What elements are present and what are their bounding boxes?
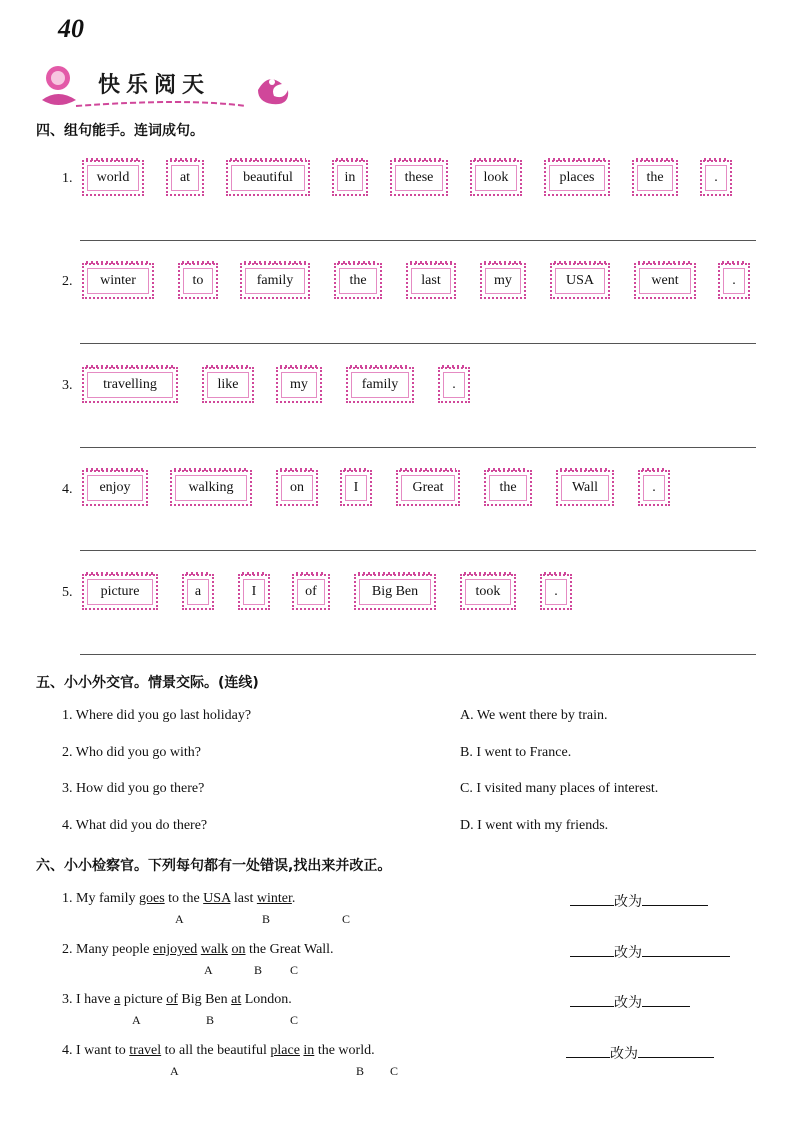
word-card[interactable]: world (82, 160, 144, 196)
word-card[interactable]: at (166, 160, 204, 196)
dialog-question[interactable]: 1. Where did you go last holiday? (62, 708, 252, 723)
sentence-number: 1. (62, 891, 73, 906)
section6-title: 六、小小检察官。下列每句都有一处错误,找出来并改正。 (36, 858, 392, 874)
dialog-answer[interactable]: D. I went with my friends. (460, 818, 609, 833)
word-card[interactable]: Wall (556, 470, 614, 506)
word-card[interactable]: last (406, 263, 456, 299)
error-blank[interactable] (566, 1043, 610, 1058)
word-card[interactable]: my (480, 263, 526, 299)
sentence-text: I have (76, 992, 115, 1007)
change-label: 改为 (614, 946, 642, 961)
letter-a: A (132, 1013, 141, 1027)
section4-title: 四、组句能手。连词成句。 (36, 123, 204, 139)
word-card[interactable]: look (470, 160, 522, 196)
word-card[interactable]: winter (82, 263, 154, 299)
dialog-question[interactable]: 4. What did you do there? (62, 818, 208, 833)
word-card[interactable]: in (332, 160, 368, 196)
word-card[interactable]: I (238, 574, 270, 610)
option-a[interactable]: travel (129, 1043, 162, 1058)
dialog-answer[interactable]: C. I visited many places of interest. (460, 781, 659, 796)
option-b[interactable]: walk (200, 942, 229, 957)
word-card[interactable]: enjoy (82, 470, 148, 506)
correction-blank[interactable] (642, 891, 708, 906)
dialog-question[interactable]: 3. How did you go there? (62, 781, 205, 796)
letter-b: B (262, 912, 271, 926)
word-card[interactable]: of (292, 574, 330, 610)
q3-number: 3. (62, 378, 73, 393)
letter-c: C (342, 912, 351, 926)
word-card[interactable]: family (240, 263, 310, 299)
word-card[interactable]: the (334, 263, 382, 299)
sentence-text: the world. (314, 1043, 375, 1058)
sentence-number: 3. (62, 992, 73, 1007)
sentence-text: I want to (76, 1043, 130, 1058)
word-card[interactable]: I (340, 470, 372, 506)
word-card[interactable]: Big Ben (354, 574, 436, 610)
correction-blank[interactable] (642, 942, 730, 957)
word-card[interactable]: went (634, 263, 696, 299)
word-card[interactable]: . (438, 367, 470, 403)
word-card[interactable]: a (182, 574, 214, 610)
letter-b: B (206, 1013, 215, 1027)
error-blank[interactable] (570, 992, 614, 1007)
correction-field (566, 1043, 714, 1063)
sentence-number: 2. (62, 942, 73, 957)
answer-line[interactable] (80, 343, 756, 344)
error-sentence-1 (62, 891, 295, 907)
sentence-text: . (291, 891, 296, 906)
change-label: 改为 (610, 1047, 638, 1062)
change-label: 改为 (614, 996, 642, 1011)
answer-line[interactable] (80, 447, 756, 448)
word-card[interactable]: like (202, 367, 254, 403)
page-number: 40 (58, 14, 84, 43)
correction-blank[interactable] (638, 1043, 714, 1058)
letter-a: A (204, 963, 213, 977)
change-label: 改为 (614, 895, 642, 910)
q1-number: 1. (62, 171, 73, 186)
word-card[interactable]: took (460, 574, 516, 610)
sentence-text: Big Ben (177, 992, 232, 1007)
word-card[interactable]: beautiful (226, 160, 310, 196)
option-a[interactable]: goes (139, 891, 165, 906)
letter-c: C (290, 963, 299, 977)
word-card[interactable]: Great (396, 470, 460, 506)
section5-title: 五、小小外交官。情景交际。(连线) (36, 675, 259, 691)
sentence-text: London. (241, 992, 292, 1007)
correction-field (570, 891, 708, 911)
q5-number: 5. (62, 585, 73, 600)
error-sentence-3 (62, 992, 292, 1008)
word-card[interactable]: USA (550, 263, 610, 299)
option-a[interactable]: a (114, 992, 121, 1007)
option-b[interactable]: place (270, 1043, 300, 1058)
word-card[interactable]: . (718, 263, 750, 299)
option-a[interactable]: enjoyed (152, 942, 198, 957)
sentence-text: last (230, 891, 257, 906)
option-c[interactable]: at (231, 992, 242, 1007)
sentence-text: picture (120, 992, 167, 1007)
sentence-text: Many people (76, 942, 153, 957)
sentence-text: to all the beautiful (161, 1043, 271, 1058)
sentence-text: the Great Wall. (245, 942, 334, 957)
q4-number: 4. (62, 482, 73, 497)
error-blank[interactable] (570, 942, 614, 957)
word-card[interactable]: my (276, 367, 322, 403)
word-card[interactable]: family (346, 367, 414, 403)
option-b[interactable]: USA (203, 891, 231, 906)
error-blank[interactable] (570, 891, 614, 906)
word-card[interactable]: places (544, 160, 610, 196)
answer-line[interactable] (80, 550, 756, 551)
word-card[interactable]: to (178, 263, 218, 299)
letter-c: C (390, 1064, 399, 1078)
letter-a: A (175, 912, 184, 926)
word-card[interactable]: . (638, 470, 670, 506)
option-c[interactable]: in (303, 1043, 315, 1058)
error-sentence-2 (62, 942, 334, 958)
banner-title: 快乐阅天 (98, 73, 211, 98)
letter-b: B (254, 963, 263, 977)
word-card[interactable]: picture (82, 574, 158, 610)
dialog-question[interactable]: 2. Who did you go with? (62, 745, 201, 760)
sentence-text: My family (76, 891, 139, 906)
correction-blank[interactable] (642, 992, 690, 1007)
letter-b: B (356, 1064, 365, 1078)
answer-line[interactable] (80, 240, 756, 241)
sentence-text: to the (164, 891, 204, 906)
error-sentence-4 (62, 1043, 375, 1059)
word-card[interactable]: travelling (82, 367, 178, 403)
word-card[interactable]: walking (170, 470, 252, 506)
word-card[interactable]: the (632, 160, 678, 196)
q2-number: 2. (62, 274, 73, 289)
option-b[interactable]: of (166, 992, 178, 1007)
word-card[interactable]: on (276, 470, 318, 506)
correction-field (570, 992, 690, 1012)
option-c[interactable]: on (231, 942, 246, 957)
word-card[interactable]: . (700, 160, 732, 196)
word-card[interactable]: . (540, 574, 572, 610)
dialog-answer[interactable]: B. I went to France. (460, 745, 572, 760)
word-card[interactable]: the (484, 470, 532, 506)
option-c[interactable]: winter (256, 891, 292, 906)
word-card[interactable]: these (390, 160, 448, 196)
answer-line[interactable] (80, 654, 756, 655)
dialog-answer[interactable]: A. We went there by train. (460, 708, 608, 723)
sentence-number: 4. (62, 1043, 73, 1058)
letter-c: C (290, 1013, 299, 1027)
correction-field (570, 942, 730, 962)
letter-a: A (170, 1064, 179, 1078)
